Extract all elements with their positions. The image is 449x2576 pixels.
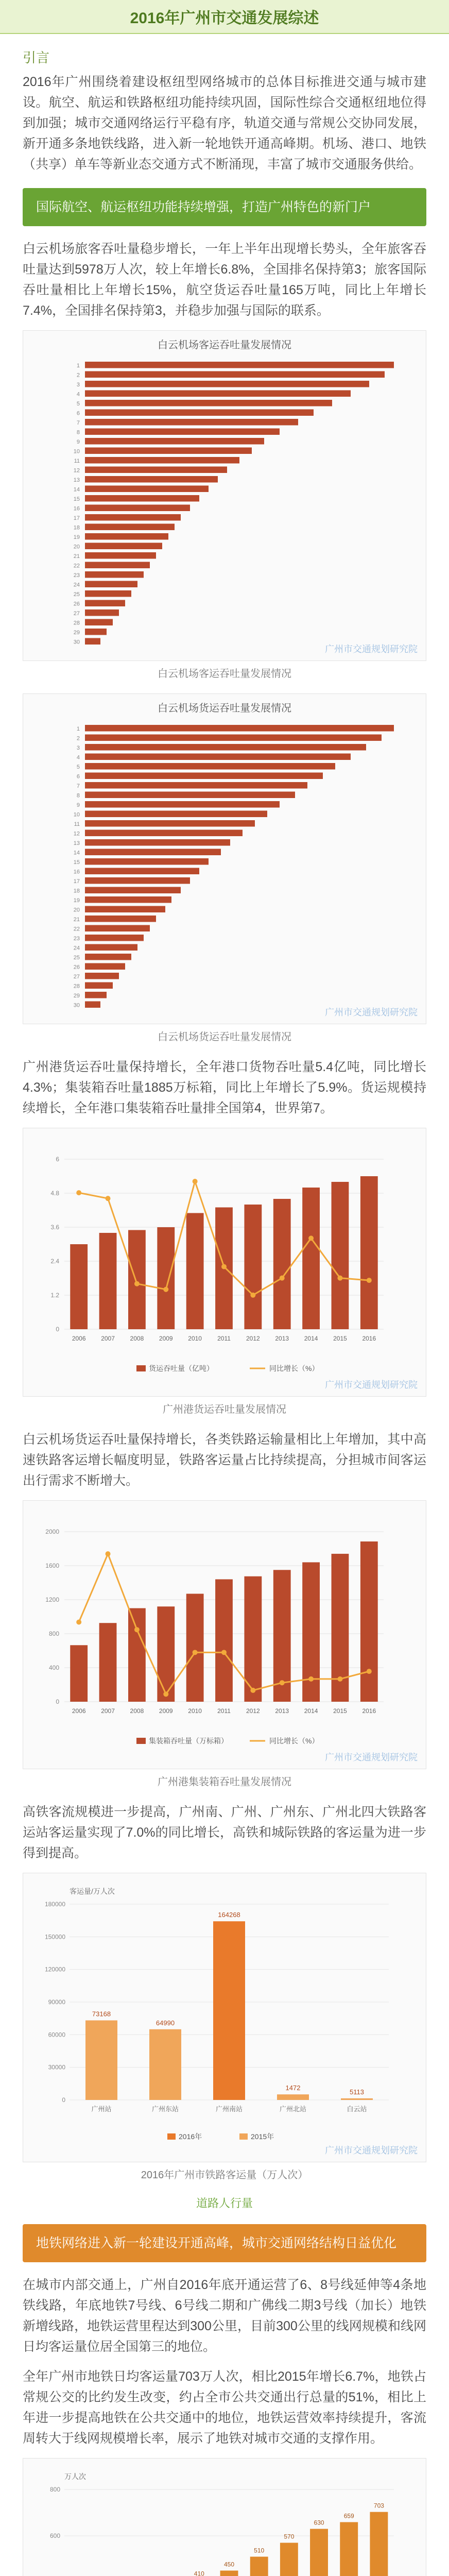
bar — [85, 916, 156, 922]
growth-point — [193, 1650, 198, 1655]
bar — [280, 2543, 298, 2576]
growth-point — [106, 1196, 111, 1201]
bar — [85, 963, 125, 970]
y-tick: 800 — [49, 2486, 60, 2493]
metro-ridership-svg — [23, 2459, 426, 2576]
growth-point — [250, 1293, 255, 1298]
bar — [85, 887, 181, 894]
y-tick: 800 — [48, 1630, 59, 1637]
legend-label: 货运吞吐量（亿吨） — [149, 1364, 214, 1372]
lead-label: 引言 — [23, 50, 50, 65]
bar — [85, 562, 150, 569]
legend-swatch — [239, 2133, 248, 2140]
bar — [128, 1608, 146, 1702]
bar — [85, 543, 162, 550]
bar — [149, 2029, 181, 2100]
bar — [220, 2571, 238, 2576]
bar-label: 6 — [76, 773, 80, 780]
bar — [85, 391, 351, 397]
bar — [85, 505, 190, 512]
bar — [85, 1002, 100, 1008]
bar-label: 28 — [73, 983, 80, 990]
bar-label: 7 — [76, 420, 80, 426]
bar — [85, 735, 382, 741]
bar — [85, 514, 181, 521]
bar-label: 1 — [76, 363, 80, 369]
data-label: 410 — [194, 2570, 204, 2576]
airport-cargo-caption: 白云机场货运吞吐量发展情况 — [158, 1031, 291, 1043]
bar — [85, 571, 144, 578]
bar-label: 17 — [73, 515, 80, 521]
x-tick: 2008 — [130, 1707, 144, 1715]
bar — [85, 486, 209, 493]
growth-point — [163, 1287, 168, 1292]
bar — [85, 877, 190, 884]
bar-label: 4 — [76, 391, 80, 398]
bar-label: 26 — [73, 964, 80, 971]
data-label: 450 — [223, 2561, 235, 2568]
section-band-metro: 地铁网络进入新一轮建设开通高峰，城市交通网络结构日益优化 — [23, 2224, 426, 2262]
data-label: 5113 — [350, 2088, 364, 2096]
x-tick: 2008 — [130, 1335, 144, 1342]
bar-label: 14 — [73, 486, 80, 493]
bar-label: 5 — [76, 401, 80, 407]
legend-swatch — [167, 2133, 176, 2140]
bar-label: 4 — [76, 754, 80, 761]
bar-label: 14 — [73, 850, 80, 856]
bar-label: 21 — [73, 917, 80, 923]
bar — [85, 858, 209, 865]
bar-label: 25 — [73, 955, 80, 961]
bar-label: 22 — [73, 926, 80, 933]
section-label: 道路人行量 — [196, 2197, 253, 2210]
bar-label: 24 — [73, 582, 80, 588]
x-tick: 白云站 — [347, 2105, 367, 2113]
bar — [277, 2094, 309, 2100]
bar — [85, 581, 137, 588]
bar — [85, 763, 335, 770]
bar-label: 12 — [73, 831, 80, 837]
bar-label: 29 — [73, 993, 80, 999]
y-tick: 6 — [56, 1156, 59, 1163]
legend-label: 2015年 — [251, 2132, 274, 2141]
legend-label: 集装箱吞吐量（万标箱） — [149, 1737, 228, 1745]
bar — [85, 629, 107, 635]
bar-label: 27 — [73, 611, 80, 617]
bar — [85, 782, 307, 789]
bar — [360, 1541, 378, 1702]
bar — [85, 725, 394, 732]
bar-label: 17 — [73, 878, 80, 885]
growth-point — [76, 1190, 81, 1195]
bar-label: 11 — [74, 458, 80, 464]
x-tick: 2014 — [304, 1335, 318, 1342]
y-tick: 90000 — [48, 1998, 65, 2006]
bar — [244, 1205, 262, 1329]
rail-paragraph: 白云机场货运吞吐量保持增长，各类铁路运输量相比上年增加，其中高速铁路客运增长幅度明显，铁路客运量占比持续提高，分担城市间客运出行需求不断增大。 — [23, 1432, 426, 1488]
y-tick: 4.8 — [50, 1190, 59, 1197]
data-label: 703 — [373, 2502, 384, 2510]
bar — [85, 362, 394, 368]
data-label: 1472 — [285, 2084, 301, 2092]
bar — [99, 1623, 117, 1702]
y-tick: 150000 — [44, 1933, 65, 1941]
growth-point — [163, 1691, 168, 1697]
data-label: 659 — [343, 2512, 354, 2520]
chart-watermark: 广州市交通规划研究院 — [325, 1007, 418, 1018]
legend-label: 2016年 — [179, 2132, 202, 2141]
bar — [85, 944, 137, 951]
x-tick: 2013 — [275, 1707, 289, 1715]
bar-label: 3 — [76, 382, 80, 388]
y-axis-label: 客运量/万人次 — [70, 1887, 115, 1895]
bar — [85, 410, 314, 416]
bar — [85, 773, 323, 779]
y-axis-label: 万人次 — [64, 2472, 86, 2481]
bar-label: 23 — [73, 936, 80, 942]
bar-label: 19 — [73, 534, 80, 540]
rail-station-chart — [23, 1873, 426, 2162]
growth-point — [134, 1627, 140, 1632]
growth-point — [367, 1278, 372, 1283]
bar-label: 9 — [76, 802, 80, 808]
bar-label: 27 — [73, 974, 80, 980]
bar-label: 1 — [76, 726, 80, 732]
x-tick: 2011 — [217, 1335, 231, 1342]
bar — [85, 982, 113, 989]
y-tick: 1.2 — [50, 1292, 59, 1299]
y-tick: 2000 — [45, 1528, 59, 1535]
bar — [128, 1230, 146, 1330]
x-tick: 广州南站 — [215, 2105, 243, 2113]
x-tick: 2009 — [159, 1335, 173, 1342]
growth-point — [106, 1551, 111, 1556]
bar-label: 8 — [76, 792, 80, 799]
growth-point — [308, 1235, 314, 1241]
data-label: 510 — [254, 2547, 265, 2554]
port-cargo-svg — [23, 1128, 426, 1396]
bar — [85, 371, 385, 378]
bar — [85, 600, 125, 607]
bar-label: 26 — [73, 601, 80, 607]
x-tick: 2011 — [217, 1707, 231, 1715]
x-tick: 2014 — [304, 1707, 318, 1715]
bar — [85, 992, 107, 998]
port-paragraph: 广州港货运吞吐量保持增长，全年港口货物吞吐量5.4亿吨，同比增长4.3%；集装箱吞吐量1885万标箱，同比上年增长了5.9%。货运规模持续增长，全年港口集装箱吞吐量排全国第4，世界第7。 — [23, 1060, 426, 1115]
bar — [85, 935, 144, 941]
growth-point — [221, 1264, 227, 1269]
metro-paragraph-2: 全年广州市地铁日均客运量703万人次，相比2015年增长6.7%，地铁占常规公交的比约发生改变，约占全市公共交通出行总量的51%，相比上年进一步提高地铁在公共交通中的地位，地铁运营效率持续提升，客流周转大于线网规模增长率，展示了地铁对城市交通的支撑作用。 — [23, 2369, 426, 2446]
bar-label: 13 — [73, 477, 80, 483]
growth-point — [221, 1650, 227, 1655]
bar-label: 16 — [73, 869, 80, 875]
data-label: 630 — [314, 2519, 324, 2527]
bar-label: 2 — [76, 372, 80, 379]
bar-label: 13 — [73, 840, 80, 846]
bar — [85, 590, 131, 597]
chart-watermark: 广州市交通规划研究院 — [325, 1380, 418, 1390]
bar — [213, 1921, 245, 2100]
bar — [340, 2522, 358, 2576]
x-tick: 2009 — [159, 1707, 173, 1715]
bar-label: 9 — [76, 439, 80, 445]
x-tick: 广州北站 — [279, 2105, 307, 2113]
bar — [85, 973, 119, 979]
airport-passenger-svg — [23, 331, 426, 660]
bar — [70, 1244, 88, 1329]
bar-label: 5 — [76, 764, 80, 770]
bar — [332, 1182, 349, 1329]
data-label: 570 — [284, 2533, 295, 2540]
bar-label: 11 — [74, 821, 80, 827]
bar — [85, 448, 252, 454]
growth-point — [280, 1276, 285, 1281]
intro-paragraph: 2016年广州围绕着建设枢纽型网络城市的总体目标推进交通与城市建设。航空、航运和铁路枢纽功能持续巩固，国际性综合交通枢纽地位得到加强；城市交通网络运行平稳有序，轨道交通与常规公交协同发展，新开通多条地铁线路，进入新一轮地铁开通高峰期。机场、港口、地铁（共享）单车等新业态交通方式不断涌现，丰富了城市交通服务供给。 — [23, 75, 426, 172]
bar — [85, 438, 264, 445]
bar — [85, 792, 295, 799]
airport-cargo-svg — [23, 694, 426, 1024]
airport-paragraph: 白云机场旅客吞吐量稳步增长，一年上半年出现增长势头，全年旅客吞吐量达到5978万人次，较上年增长6.8%，全国排名保持第3；旅客国际吞吐量相比上年增长15%，航空货运吞吐量165万吨，同比上年增长7.4%，全国排名保持第3，并稳步加强与国际的联系。 — [23, 242, 426, 318]
chart-title: 白云机场货运吞吐量发展情况 — [158, 703, 291, 714]
bar — [85, 849, 221, 856]
bar — [85, 467, 227, 473]
bar — [310, 2529, 328, 2576]
metro-ridership-chart — [23, 2458, 426, 2576]
metro-paragraph: 在城市内部交通上，广州自2016年底开通运营了6、8号线延伸等4条地铁线路，年底地铁7号线、6号线二期和广佛线二期3号线（加长）地铁新增线路，地铁运营里程达到300公里，目前300公里的线网规模和线网日均客运量位居全国第三的地位。 — [23, 2278, 426, 2354]
bar-label: 24 — [73, 945, 80, 952]
bar — [85, 868, 199, 875]
bar-label: 29 — [73, 630, 80, 636]
growth-point — [250, 1688, 255, 1693]
bar — [85, 552, 156, 559]
bar-label: 16 — [73, 505, 80, 512]
bar — [85, 457, 239, 464]
bar-label: 28 — [73, 620, 80, 626]
x-tick: 2015 — [333, 1335, 347, 1342]
bar — [85, 638, 100, 645]
x-tick: 2010 — [188, 1707, 202, 1715]
rail-station-paragraph: 高铁客流规模进一步提高，广州南、广州、广州东、广州北四大铁路客运站客运量实现了7.0%的同比增长，高铁和城际铁路的客运量为进一步得到提高。 — [23, 1805, 426, 1860]
bar — [85, 896, 171, 903]
bar-label: 18 — [73, 524, 80, 531]
growth-point — [193, 1179, 198, 1184]
data-label: 73168 — [92, 2010, 111, 2018]
chart-watermark: 广州市交通规划研究院 — [325, 644, 418, 654]
bar-label: 10 — [73, 448, 80, 455]
bar — [360, 1176, 378, 1329]
x-tick: 2012 — [246, 1335, 260, 1342]
bar — [85, 476, 218, 483]
y-tick: 120000 — [44, 1965, 65, 1973]
y-tick: 1200 — [45, 1596, 59, 1603]
rail-station-caption: 2016年广州市铁路客运量（万人次） — [141, 2170, 308, 2181]
bar-label: 20 — [73, 544, 80, 550]
x-tick: 2012 — [246, 1707, 260, 1715]
x-tick: 广州站 — [91, 2105, 112, 2113]
x-tick: 广州东站 — [151, 2105, 179, 2113]
port-cargo-chart — [23, 1128, 426, 1397]
airport-chart-caption: 白云机场客运吞吐量发展情况 — [158, 668, 291, 680]
bar-label: 22 — [73, 563, 80, 569]
bar-label: 25 — [73, 591, 80, 598]
title-bar — [0, 0, 449, 34]
bar — [85, 609, 119, 616]
bar-label: 18 — [73, 888, 80, 894]
bar — [85, 533, 168, 540]
container-chart — [23, 1500, 426, 1769]
bar — [186, 1594, 204, 1702]
bar — [85, 906, 165, 913]
y-tick: 60000 — [48, 2031, 65, 2039]
x-tick: 2010 — [188, 1335, 202, 1342]
bar-label: 30 — [73, 639, 80, 646]
airport-cargo-chart — [23, 693, 426, 1024]
bar — [157, 1227, 175, 1329]
growth-point — [134, 1281, 140, 1286]
bar-label: 21 — [73, 553, 80, 560]
port-chart-caption: 广州港货运吞吐量发展情况 — [163, 1404, 286, 1415]
bar — [215, 1579, 233, 1702]
bar — [302, 1188, 320, 1329]
bar-label: 10 — [73, 811, 80, 818]
y-tick: 0 — [56, 1326, 59, 1333]
bar — [85, 400, 332, 406]
data-label: 164268 — [218, 1911, 240, 1919]
y-tick: 1600 — [45, 1562, 59, 1569]
bar — [85, 811, 267, 818]
bar — [85, 830, 243, 837]
bar-label: 8 — [76, 429, 80, 436]
bar — [186, 1213, 204, 1330]
bar — [157, 1606, 175, 1702]
bar — [250, 2557, 268, 2576]
growth-point — [76, 1619, 81, 1624]
data-label: 64990 — [156, 2019, 175, 2027]
bar — [85, 839, 230, 846]
x-tick: 2016 — [362, 1335, 376, 1342]
legend-label: 同比增长（%） — [269, 1364, 319, 1372]
container-svg — [23, 1501, 426, 1769]
growth-point — [308, 1676, 314, 1682]
bar — [370, 2512, 388, 2576]
y-tick: 30000 — [48, 2063, 65, 2071]
bar-label: 19 — [73, 897, 80, 904]
growth-point — [280, 1680, 285, 1685]
growth-point — [337, 1276, 342, 1281]
bar-label: 2 — [76, 735, 80, 742]
bar — [70, 1645, 88, 1702]
bar-label: 15 — [73, 859, 80, 866]
container-chart-caption: 广州港集装箱吞吐量发展情况 — [158, 1776, 291, 1788]
bar-label: 23 — [73, 572, 80, 579]
bar — [85, 619, 113, 626]
bar — [85, 495, 199, 502]
y-tick: 400 — [48, 1664, 59, 1671]
y-tick: 2.4 — [50, 1258, 59, 1265]
section-band-aviation: 国际航空、航运枢纽功能持续增强，打造广州特色的新门户 — [23, 188, 426, 226]
bar — [85, 429, 280, 435]
x-tick: 2007 — [101, 1335, 115, 1342]
bar-label: 3 — [76, 745, 80, 751]
bar — [85, 524, 175, 531]
bar — [85, 820, 255, 827]
bar — [85, 419, 298, 426]
chart-title: 白云机场客运吞吐量发展情况 — [158, 340, 291, 351]
x-tick: 2006 — [72, 1335, 86, 1342]
bar-label: 7 — [76, 783, 80, 789]
growth-point — [337, 1676, 342, 1682]
legend-swatch — [136, 1365, 146, 1371]
airport-passenger-chart — [23, 330, 426, 661]
x-tick: 2007 — [101, 1707, 115, 1715]
bar — [273, 1199, 291, 1329]
growth-point — [367, 1669, 372, 1674]
bar — [85, 801, 280, 808]
rail-station-svg — [23, 1873, 426, 2162]
y-tick: 180000 — [44, 1901, 65, 1908]
bar — [85, 925, 150, 932]
bar — [85, 2021, 117, 2100]
y-tick: 0 — [62, 2096, 65, 2104]
x-tick: 2006 — [72, 1707, 86, 1715]
bar — [85, 754, 351, 760]
x-tick: 2015 — [333, 1707, 347, 1715]
bar — [85, 381, 369, 387]
legend-swatch — [136, 1738, 146, 1744]
page-title: 2016年广州市交通发展综述 — [130, 10, 319, 27]
chart-watermark: 广州市交通规划研究院 — [325, 2145, 418, 2156]
x-tick: 2013 — [275, 1335, 289, 1342]
legend-label: 同比增长（%） — [269, 1737, 319, 1745]
bar-label: 12 — [73, 467, 80, 474]
bar-label: 30 — [73, 1002, 80, 1009]
y-tick: 600 — [49, 2532, 60, 2539]
bar — [85, 954, 131, 960]
y-tick: 3.6 — [50, 1224, 59, 1231]
bar — [99, 1233, 117, 1329]
y-tick: 0 — [56, 1698, 59, 1705]
bar — [85, 744, 366, 751]
bar-label: 20 — [73, 907, 80, 913]
bar-label: 15 — [73, 496, 80, 502]
bar-label: 6 — [76, 410, 80, 417]
x-tick: 2016 — [362, 1707, 376, 1715]
bar — [341, 2098, 373, 2100]
chart-watermark: 广州市交通规划研究院 — [325, 1752, 418, 1762]
